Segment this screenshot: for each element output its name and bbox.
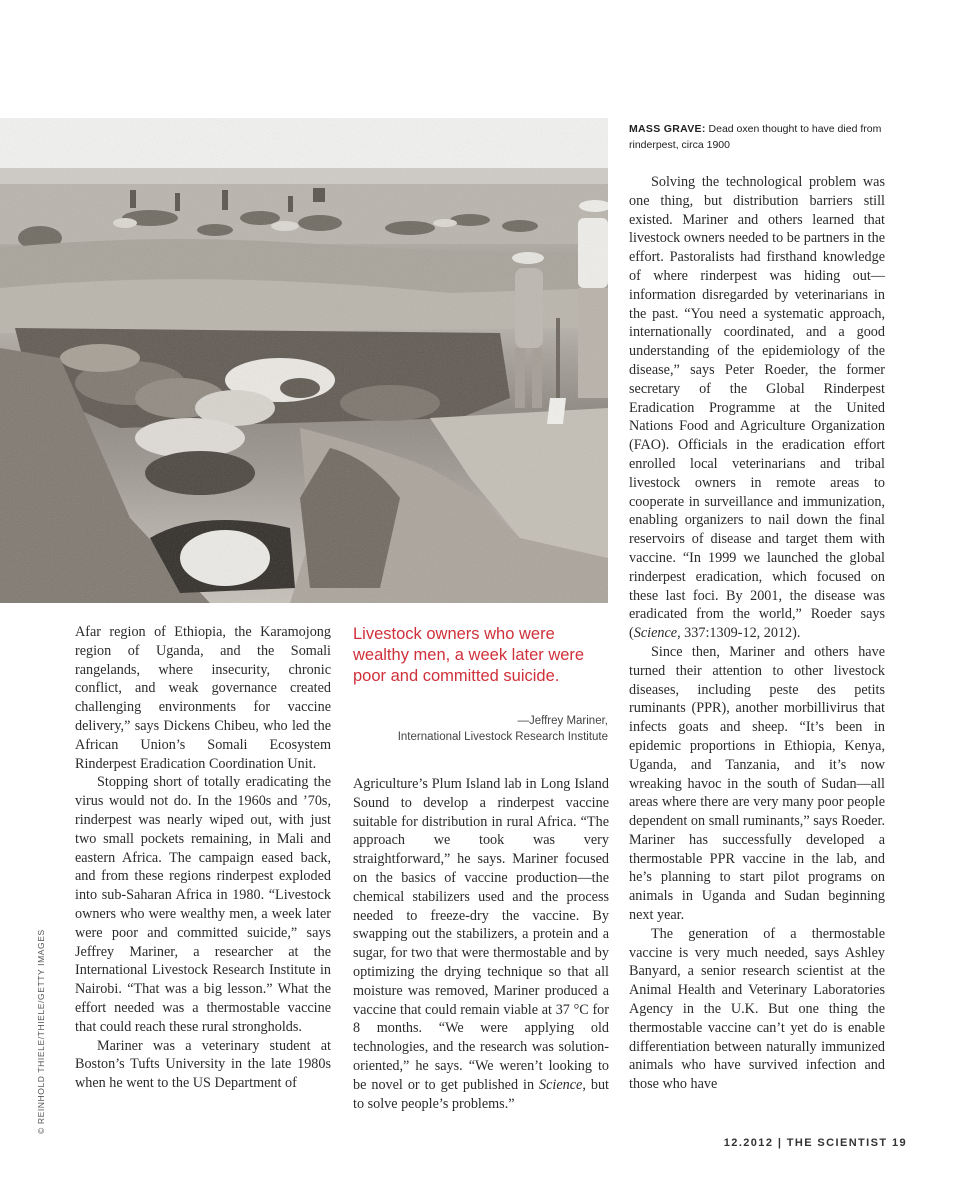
issue-date: 12.2012: [723, 1137, 774, 1149]
article-column-1: [75, 623, 331, 1093]
attribution-organization: International Livestock Research Institute: [397, 731, 608, 743]
journal-name: Science: [633, 625, 678, 642]
paragraph: [629, 173, 885, 643]
paragraph: Since then, Mariner and others have turned their attention to other livestock diseases, including peste des petits ruminants (PPR), another morbillivirus that infects goats and sheep. “It’s been in epidemic proportions in Ethiopia, Kenya, Uganda, and Tanzania, and it’s now wreaking havoc in the south of Sudan—all areas where there are very many poor people dependent on small ruminants,” says Roeder. Mariner has successfully developed a thermostable PPR vaccine in the lab, and he’s planning to start pilot programs on animals in Uganda and Sudan beginning next year.: [629, 643, 885, 924]
mass-grave-photo: [0, 118, 608, 603]
paragraph: Mariner was a veterinary student at Boston’s Tufts University in the late 1980s when he went to the US Department of: [75, 1037, 331, 1092]
paragraph-text: , 337:1309-12, 2012).: [677, 625, 801, 642]
photo-credit: © REINHOLD THIELE/THIELE/GETTY IMAGES: [36, 929, 46, 1134]
journal-name: Science: [539, 1076, 583, 1093]
attribution-name: —Jeffrey Mariner,: [517, 715, 608, 727]
paragraph: [353, 775, 609, 1113]
caption-label: MASS GRAVE:: [629, 123, 706, 135]
caption-text: Dead oxen thought to have died from rinderpest, circa 1900: [629, 123, 882, 151]
paragraph: Afar region of Ethiopia, the Karamojong region of Uganda, and the Somali rangelands, where insecurity, chronic conflict, and weak governance created challenging environments for vaccine delivery,” says Dickens Chibeu, who led the African Union’s Somali Ecosystem Rinderpest Eradication Coordination Unit.: [75, 624, 331, 772]
article-column-2: [353, 775, 609, 1113]
pull-quote: Livestock owners who were wealthy men, a week later were poor and committed suicide.: [353, 625, 585, 685]
page-number: 19: [891, 1137, 907, 1149]
article-column-3: [629, 173, 885, 1094]
photo-caption: [629, 121, 929, 153]
paragraph: The generation of a thermostable vaccine is very much needed, says Ashley Banyard, a senior research scientist at the Animal Health and Veterinary Laboratories Agency in the U.K. But one thing the thermostable vaccine can’t yet do is enable differentiation between naturally immunized animals who have survived infection and those who have: [629, 925, 885, 1093]
paragraph-text: , but to solve people’s problems.”: [353, 1076, 609, 1112]
photo-illustration: [0, 118, 608, 603]
paragraph-text: Solving the technological problem was one thing, but distribution barriers still existed. Mariner and others learned that livestock owners needed to be partners in the effort. Pastoralists had firsthand knowledge of where rinderpest was hiding out—information disregarded by veterinarians in the past. “You need a systematic approach, internationally coordinated, and a good understanding of the epidemiology of the disease,” says Peter Roeder, the former secretary of the Global Rinderpest Eradication Programme at the United Nations Food and Agriculture Organization (FAO). Officials in the eradication effort enrolled local veterinarians and tribal livestock owners in remote areas to cooperate in surveillance and immunization, enabling organizers to nail down the final reservoirs of disease and target them with vaccine. “In 1999 we launched the global rinderpest eradication, which focused on these last foci. By 2001, the disease was eradicated from the world,” Roeder says (: [629, 174, 885, 642]
pull-quote-attribution: [353, 713, 608, 745]
paragraph-text: Agriculture’s Plum Island lab in Long Island Sound to develop a rinderpest vaccine suitable for distribution in rural Africa. “The approach we took was very straightforward,” he says. Mariner focused on the basics of vaccine production—the chemical stabilizers used and the process needed to freeze-dry the vaccine. By swapping out the stabilizers, a protein and a sugar, for two that were thermostable and by optimizing the drying technique so that all moisture was removed, Mariner produced a vaccine that could remain viable at 37 °C for 8 months. “We were applying old technologies, and the research was solution-oriented,” he says. “We weren’t looking to be novel or to get published in: [353, 776, 609, 1093]
footer-separator: |: [777, 1137, 783, 1149]
paragraph: Stopping short of totally eradicating the virus would not do. In the 1960s and ’70s, rinderpest was nearly wiped out, with just two small pockets remaining, in Mali and eastern Africa. The campaign eased back, and from these regions rinderpest exploded into sub-Saharan Africa in 1980. “Livestock owners who were wealthy men, a week later were poor and committed suicide,” says Jeffrey Mariner, a researcher at the International Livestock Research Institute in Nairobi. “That was a big lesson.” What the effort needed was a thermostable vaccine that could reach these rural strongholds.: [75, 774, 331, 1035]
page-footer: [717, 1137, 907, 1149]
publication-name: THE SCIENTIST: [786, 1137, 888, 1149]
